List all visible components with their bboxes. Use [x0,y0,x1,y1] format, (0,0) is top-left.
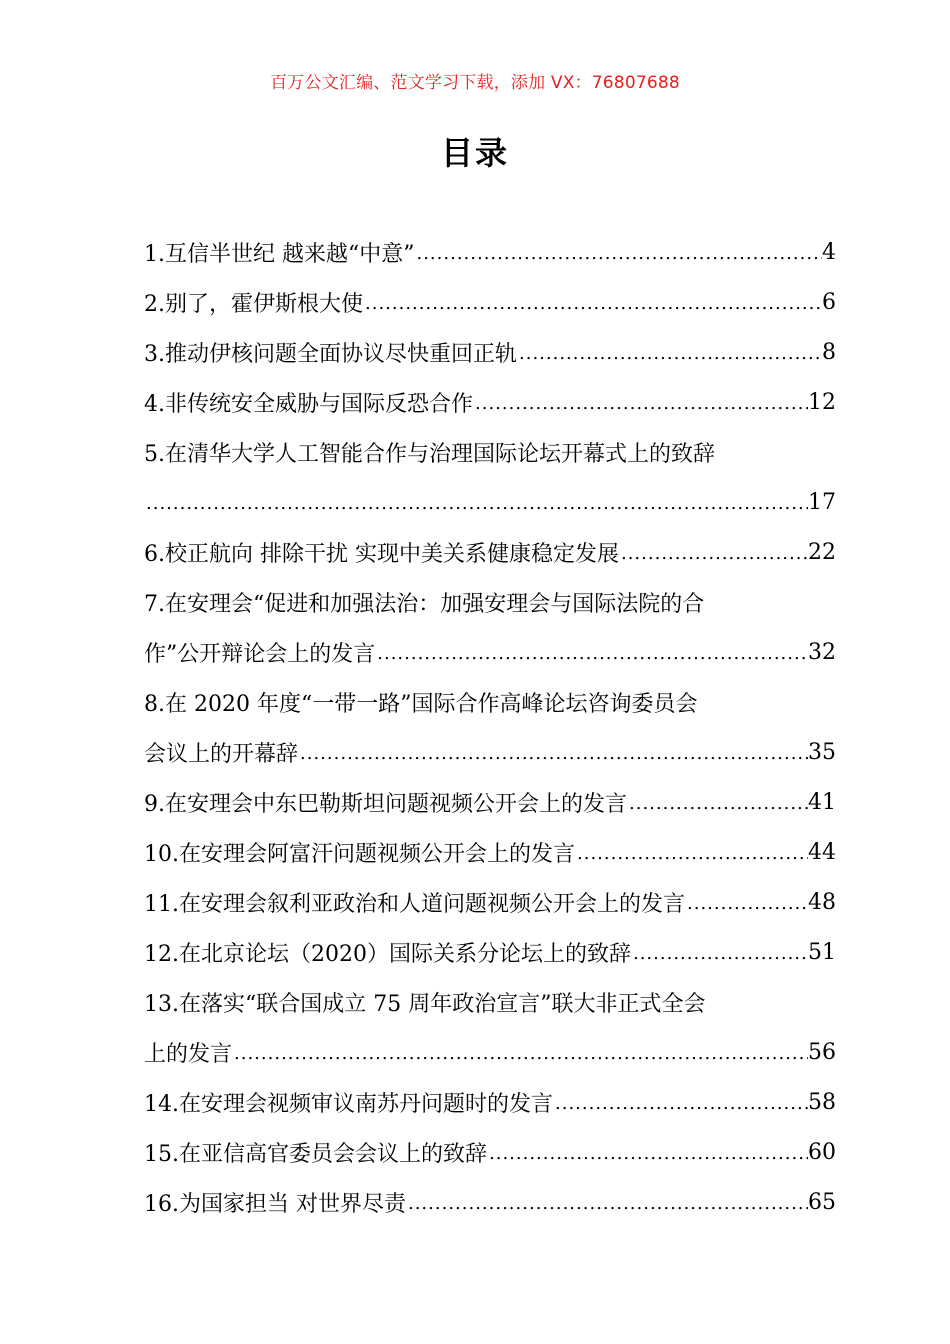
toc-page-number: 32 [808,639,836,665]
toc-entry[interactable] [144,427,836,527]
toc-page-number: 17 [808,489,836,515]
toc-dot-leader [473,393,808,414]
toc-entry-title: 16.为国家担当 对世界尽责 [144,1191,406,1217]
toc-entry-title: 作”公开辩论会上的发言 [144,641,376,667]
toc-entry-line [144,877,836,927]
toc-entry[interactable] [144,1177,836,1227]
toc-page-number: 56 [808,1039,836,1065]
toc-entry[interactable] [144,927,836,977]
table-of-contents [144,227,836,1227]
toc-entry[interactable] [144,327,836,377]
toc-dot-leader [619,543,808,564]
toc-page-number: 35 [808,739,836,765]
toc-entry-line [144,1177,836,1227]
toc-dot-leader [631,943,808,964]
toc-entry-line [144,227,836,277]
toc-entry-line [144,577,836,627]
toc-entry[interactable] [144,1077,836,1127]
toc-page-number: 6 [822,289,836,315]
toc-dot-leader [627,793,808,814]
toc-entry-line [144,277,836,327]
toc-entry[interactable] [144,1127,836,1177]
toc-entry[interactable] [144,527,836,577]
toc-page-number: 8 [822,339,836,365]
toc-dot-leader [298,743,808,764]
toc-entry[interactable] [144,677,836,777]
toc-entry-title: 1.互信半世纪 越来越“中意” [144,241,415,267]
toc-entry[interactable] [144,877,836,927]
toc-dot-leader [414,243,822,264]
toc-entry-title: 10.在安理会阿富汗问题视频公开会上的发言 [144,841,575,867]
toc-entry-title: 3.推动伊核问题全面协议尽快重回正轨 [144,341,517,367]
toc-entry-title: 14.在安理会视频审议南苏丹问题时的发言 [144,1091,553,1117]
toc-entry-title: 15.在亚信高官委员会会议上的致辞 [144,1141,487,1167]
toc-entry-title: 4.非传统安全威胁与国际反恐合作 [144,391,473,417]
toc-page-number: 65 [808,1189,836,1215]
toc-entry-title: 7.在安理会“促进和加强法治：加强安理会与国际法院的合 [144,591,705,617]
toc-entry-line [144,827,836,877]
toc-entry[interactable] [144,827,836,877]
toc-entry-title: 会议上的开幕辞 [144,741,299,767]
toc-entry-title: 8.在 2020 年度“一带一路”国际合作高峰论坛咨询委员会 [144,691,698,717]
toc-entry-title: 12.在北京论坛（2020）国际关系分论坛上的致辞 [144,941,631,967]
toc-dot-leader [375,643,808,664]
toc-dot-leader [232,1043,808,1064]
toc-entry-title: 9.在安理会中东巴勒斯坦问题视频公开会上的发言 [144,791,627,817]
toc-entry-line [144,627,836,677]
toc-entry[interactable] [144,777,836,827]
toc-entry-line [144,327,836,377]
toc-dot-leader [685,893,808,914]
toc-entry-line [144,1077,836,1127]
toc-entry-line [144,677,836,727]
toc-entry[interactable] [144,227,836,277]
toc-entry-line [144,427,836,477]
toc-entry[interactable] [144,577,836,677]
toc-entry-line [144,1027,836,1077]
toc-entry-title: 13.在落实“联合国成立 75 周年政治宣言”联大非正式全会 [144,991,706,1017]
toc-page-number: 41 [808,789,836,815]
toc-dot-leader [363,293,822,314]
toc-dot-leader [406,1193,808,1214]
toc-dot-leader [487,1143,808,1164]
toc-dot-leader [144,493,808,514]
toc-dot-leader [553,1093,808,1114]
toc-page-number: 22 [808,539,836,565]
toc-page-number: 51 [808,939,836,965]
toc-entry-line [144,777,836,827]
toc-entry-title: 11.在安理会叙利亚政治和人道问题视频公开会上的发言 [144,891,685,917]
toc-entry-line [144,527,836,577]
toc-entry-title: 5.在清华大学人工智能合作与治理国际论坛开幕式上的致辞 [144,441,715,467]
toc-entry[interactable] [144,977,836,1077]
toc-entry-line [144,477,836,527]
toc-entry-title: 2.别了，霍伊斯根大使 [144,291,363,317]
toc-page-number: 4 [822,239,836,265]
toc-entry-line [144,1127,836,1177]
toc-entry-line [144,377,836,427]
toc-dot-leader [517,343,822,364]
toc-entry-line [144,927,836,977]
toc-page-number: 58 [808,1089,836,1115]
toc-page-number: 12 [808,389,836,415]
page-title: 目录 [440,134,509,172]
toc-page-number: 60 [808,1139,836,1165]
toc-entry-title: 上的发言 [144,1041,233,1067]
header-note: 百万公文汇编、范文学习下载，添加 VX：76807688 [270,73,680,93]
toc-entry-line [144,977,836,1027]
toc-dot-leader [575,843,808,864]
toc-entry-line [144,727,836,777]
toc-page-number: 48 [808,889,836,915]
toc-entry[interactable] [144,277,836,327]
toc-entry-title: 6.校正航向 排除干扰 实现中美关系健康稳定发展 [144,541,619,567]
toc-page-number: 44 [808,839,836,865]
toc-entry[interactable] [144,377,836,427]
